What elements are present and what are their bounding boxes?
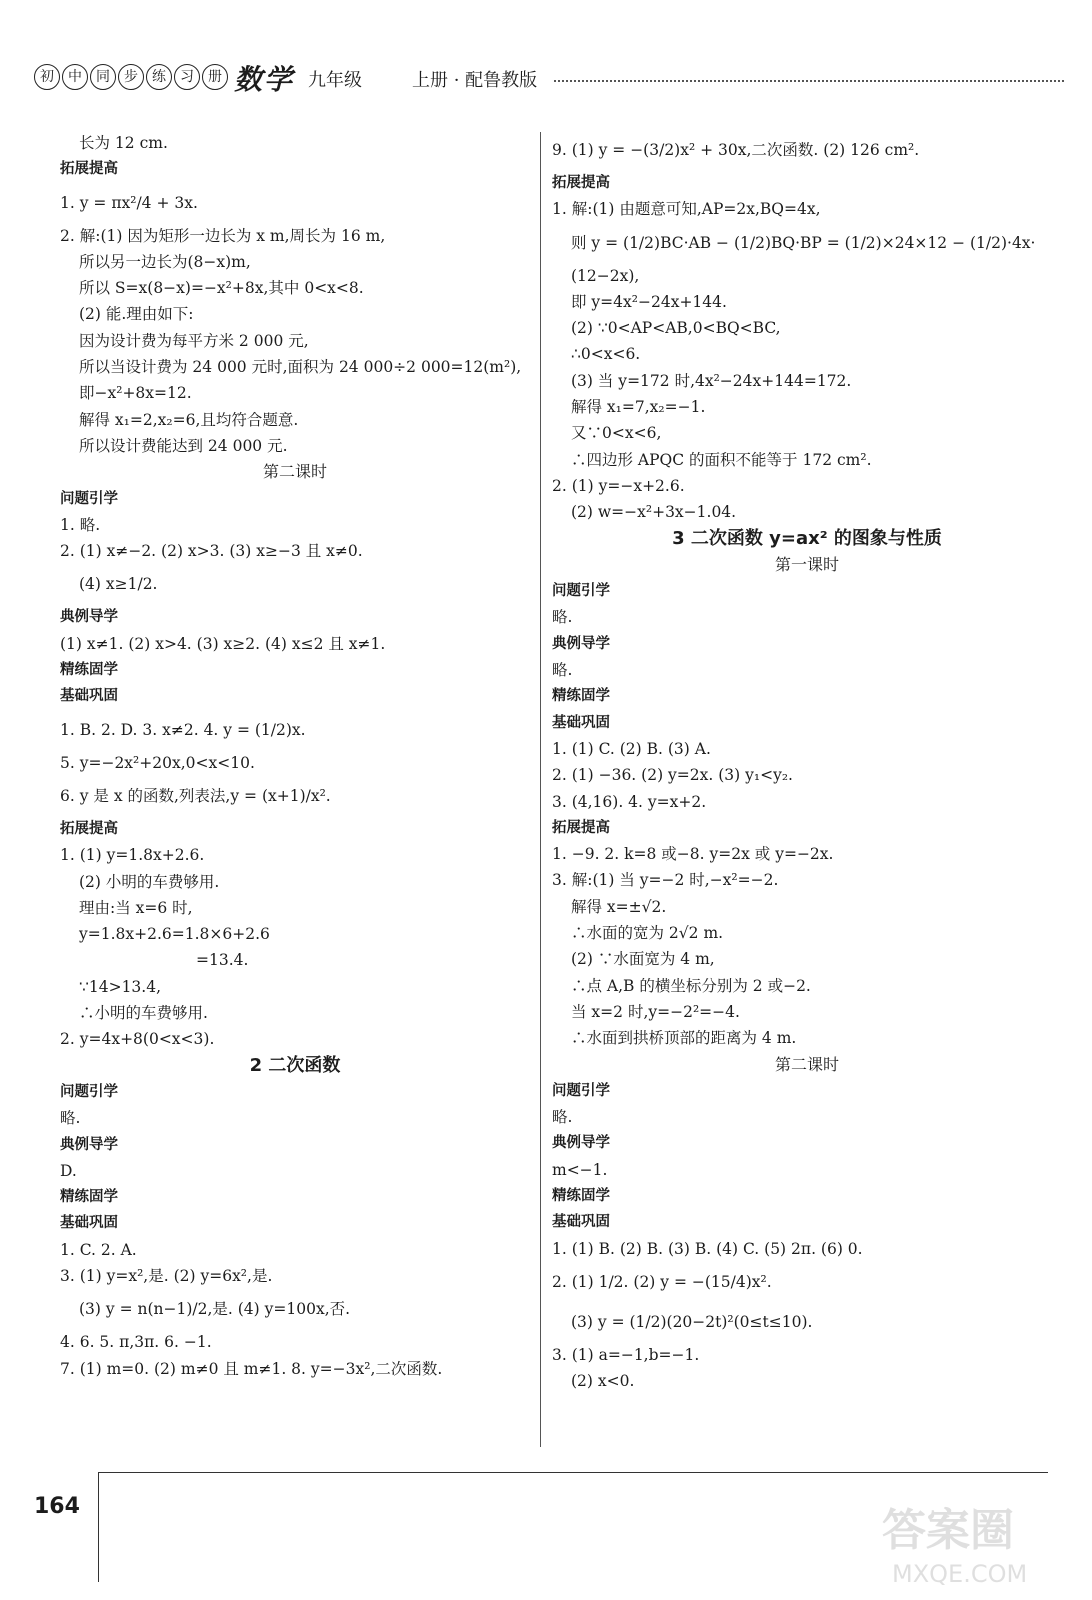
svg-text:答案圈: 答案圈 [882,1505,1014,1556]
footer-vertical-rule [98,1472,99,1582]
series-title [34,64,228,90]
watermark-logo [872,1490,1062,1590]
answer-line: 1. −9. 2. k=8 或−8. y=2x 或 y=−2x. [552,845,834,864]
answer-line: ∴水面的宽为 2√2 m. [571,924,724,943]
answer-line: 3. (1) a=−1,b=−1. [552,1345,700,1364]
answer-line: 3. (1) y=x²,是. (2) y=6x²,是. [60,1266,273,1285]
left-column [60,130,530,1382]
section-heading: 拓展提高 [552,819,610,836]
series-char: 步 [118,64,144,90]
answer-line: ∴四边形 APQC 的面积不能等于 172 cm². [571,450,872,469]
answer-line: 所以当设计费为 24 000 元时,面积为 24 000÷2 000=12(m²), [79,358,522,377]
answer-line: 又∵0<x<6, [571,424,662,443]
answer-line: =13.4. [196,951,249,970]
answer-line: 因为设计费为每平方米 2 000 元, [79,331,309,350]
answer-line: (2) ∵0<AP<AB,0<BQ<BC, [571,319,781,338]
section-heading: 拓展提高 [552,175,610,191]
answer-line: (2) x<0. [571,1372,635,1391]
answer-line: (2) 能.理由如下: [79,305,194,324]
grade-label: 九年级 [308,70,362,91]
answer-line: (3) y = n(n−1)/2,是. (4) y=100x,否. [79,1300,351,1319]
answer-line: 所以另一边长为(8−x)m, [79,252,251,271]
section-heading: 精练固学 [552,1187,610,1204]
answer-line: 所以设计费能达到 24 000 元. [79,436,288,455]
answer-line: (3) 当 y=172 时,4x²−24x+144=172. [571,371,852,390]
answer-line: 解得 x₁=7,x₂=−1. [571,398,706,417]
section-heading: 拓展提高 [60,161,118,178]
answer-line: 1. y = πx²/4 + 3x. [60,193,198,212]
answer-line: 9. (1) y = −(3/2)x² + 30x,二次函数. (2) 126 cm². [552,141,920,159]
section-heading: 典例导学 [60,609,118,626]
lesson-title: 第二课时 [262,462,327,482]
answer-line: 1. 略. [60,515,101,534]
series-char: 练 [146,64,172,90]
answer-line: 略. [60,1109,81,1128]
answer-line: 长为 12 cm. [79,134,168,152]
answer-line: 略. [552,608,573,627]
answer-line: 2. y=4x+8(0<x<3). [60,1030,215,1049]
answer-line: (1) x≠1. (2) x>4. (3) x≥2. (4) x≤2 且 x≠1. [60,634,386,653]
answer-line: 理由:当 x=6 时, [79,898,193,917]
answer-line: (4) x≥1/2. [79,575,158,594]
answer-line: 略. [552,661,573,680]
answer-line: 6. y 是 x 的函数,列表法,y = (x+1)/x². [60,786,331,805]
answer-line: (2) 小明的车费够用. [79,872,220,891]
section-heading: 问题引学 [60,490,118,507]
answer-line: 解得 x₁=2,x₂=6,且均符合题意. [79,410,299,429]
subsection-heading: 基础巩固 [60,688,118,705]
series-char: 习 [174,64,200,90]
edition-label: 上册 · 配鲁教版 [412,70,538,91]
answer-line: (3) y = (1/2)(20−2t)²(0≤t≤10). [571,1312,813,1331]
section-heading: 拓展提高 [60,820,118,837]
series-char: 册 [202,64,228,90]
section-heading: 问题引学 [552,1082,610,1099]
answer-line: ∴点 A,B 的横坐标分别为 2 或−2. [571,976,811,995]
subsection-heading: 基础巩固 [552,1214,610,1231]
series-char: 初 [34,64,60,90]
chapter-title: 3 二次函数 y=ax² 的图象与性质 [672,527,942,549]
column-divider [540,132,541,1447]
answer-line: 解得 x=±√2. [571,897,667,916]
answer-line: 2. (1) −36. (2) y=2x. (3) y₁<y₂. [552,766,793,785]
answer-line: 7. (1) m=0. (2) m≠0 且 m≠1. 8. y=−3x²,二次函数. [60,1359,443,1378]
series-char: 同 [90,64,116,90]
subject-title: 数学 [234,63,295,96]
svg-text:MXQE.COM: MXQE.COM [892,1560,1028,1588]
footer-rule [98,1472,1048,1473]
answer-line: 1. (1) B. (2) B. (3) B. (4) C. (5) 2π. (6) 0. [552,1239,863,1258]
chapter-title: 2 二次函数 [249,1054,341,1076]
section-heading: 典例导学 [60,1136,118,1153]
section-heading: 精练固学 [60,1189,118,1206]
section-heading: 典例导学 [552,635,610,652]
answer-line: 则 y = (1/2)BC·AB − (1/2)BQ·BP = (1/2)×24×12 − (1/2)·4x· [571,233,1036,252]
answer-line: ∵14>13.4, [79,977,162,996]
page-number: 164 [34,1494,80,1519]
right-column [552,130,1062,1394]
answer-line: 2. (1) 1/2. (2) y = −(15/4)x². [552,1272,772,1291]
answer-line: 3. (4,16). 4. y=x+2. [552,792,707,811]
answer-line: 1. (1) y=1.8x+2.6. [60,846,205,865]
answer-line: 即 y=4x²−24x+144. [571,292,727,311]
section-heading: 问题引学 [60,1083,118,1100]
answer-line: (2) w=−x²+3x−1.04. [571,503,737,522]
answer-line: 1. 解:(1) 由题意可知,AP=2x,BQ=4x, [552,200,821,219]
page-header [34,62,1064,96]
answer-line: 4. 6. 5. π,3π. 6. −1. [60,1333,212,1352]
lesson-title: 第二课时 [774,1054,839,1074]
answer-line: 5. y=−2x²+20x,0<x<10. [60,753,255,772]
section-heading: 精练固学 [60,662,118,679]
answer-line: D. [60,1161,77,1180]
answer-line: m<−1. [552,1160,608,1179]
answer-line: 1. (1) C. (2) B. (3) A. [552,739,711,758]
section-heading: 问题引学 [552,583,610,600]
header-dotted-rule [554,80,1064,82]
series-char: 中 [62,64,88,90]
answer-line: 所以 S=x(8−x)=−x²+8x,其中 0<x<8. [79,279,364,298]
lesson-title: 第一课时 [774,554,839,574]
section-heading: 典例导学 [552,1135,610,1152]
answer-line: 2. 解:(1) 因为矩形一边长为 x m,周长为 16 m, [60,226,386,245]
answer-line: 即−x²+8x=12. [79,384,192,403]
answer-line: ∴水面到拱桥顶部的距离为 4 m. [571,1029,797,1048]
answer-line: 1. B. 2. D. 3. x≠2. 4. y = (1/2)x. [60,720,306,739]
answer-line: 2. (1) x≠−2. (2) x>3. (3) x≥−3 且 x≠0. [60,542,363,561]
answer-line: y=1.8x+2.6=1.8×6+2.6 [79,925,270,944]
answer-line: 1. C. 2. A. [60,1240,137,1259]
answer-line: 当 x=2 时,y=−2²=−4. [571,1002,740,1021]
answer-line: 略. [552,1108,573,1127]
answer-line: ∴0<x<6. [571,345,641,364]
answer-line: 2. (1) y=−x+2.6. [552,476,685,495]
answer-line: (12−2x), [571,266,640,285]
answer-line: ∴小明的车费够用. [79,1004,208,1023]
answer-line: 3. 解:(1) 当 y=−2 时,−x²=−2. [552,871,779,890]
answer-line: (2) ∵水面宽为 4 m, [571,950,715,969]
subsection-heading: 基础巩固 [60,1215,118,1232]
subsection-heading: 基础巩固 [552,714,610,731]
section-heading: 精练固学 [552,688,610,705]
